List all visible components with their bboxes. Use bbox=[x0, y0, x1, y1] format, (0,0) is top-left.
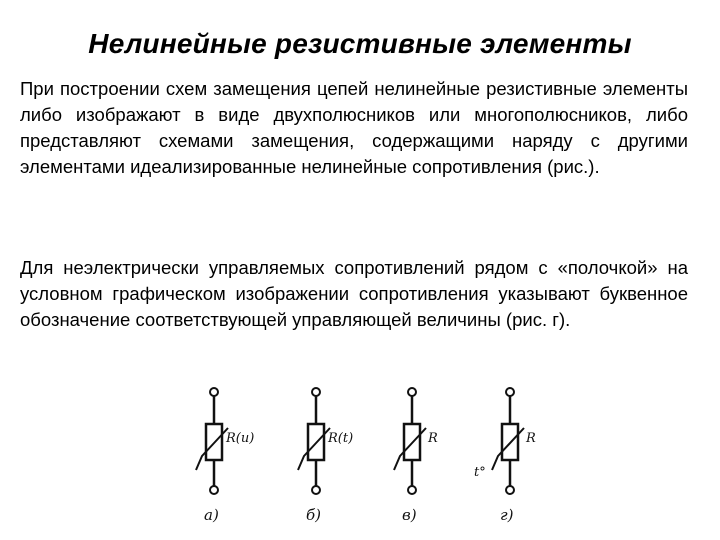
symbol-b bbox=[298, 388, 353, 524]
symbols-svg bbox=[0, 378, 720, 540]
symbol-a-label: R(u) bbox=[226, 431, 255, 446]
symbol-c-caption: в) bbox=[402, 506, 417, 524]
symbol-c bbox=[394, 388, 438, 524]
terminal-top-icon bbox=[506, 388, 514, 396]
terminal-bottom-icon bbox=[506, 486, 514, 494]
terminal-bottom-icon bbox=[210, 486, 218, 494]
symbol-d-caption: г) bbox=[500, 506, 514, 524]
resistor-symbols-figure bbox=[0, 378, 720, 540]
terminal-bottom-icon bbox=[312, 486, 320, 494]
terminal-bottom-icon bbox=[408, 486, 416, 494]
symbol-b-caption: б) bbox=[306, 506, 322, 524]
symbol-d-control-label: t° bbox=[474, 465, 486, 480]
symbol-c-label: R bbox=[428, 431, 438, 446]
paragraph-2: Для неэлектрически управляемых сопротивлений рядом с «полочкой» на условном графическом изображении сопротивления указывают буквенное обозначение соответствующей управляющей величины (рис. г). bbox=[20, 257, 688, 330]
terminal-top-icon bbox=[408, 388, 416, 396]
symbol-d bbox=[474, 388, 536, 524]
symbol-a-caption: а) bbox=[204, 506, 219, 524]
terminal-top-icon bbox=[312, 388, 320, 396]
symbol-d-label: R bbox=[526, 431, 536, 446]
terminal-top-icon bbox=[210, 388, 218, 396]
symbol-b-label: R(t) bbox=[328, 431, 354, 446]
slide-title: Нелинейные резистивные элементы bbox=[88, 28, 632, 59]
symbol-a bbox=[196, 388, 254, 524]
paragraph-1: При построении схем замещения цепей нелинейные резистивные элементы либо изображают в виде двухполюсников или многополюсников, либо представляют схемами замещения, содержащими наряду с другими элементами идеализированные нелинейные сопротивления (рис.). bbox=[20, 78, 688, 177]
